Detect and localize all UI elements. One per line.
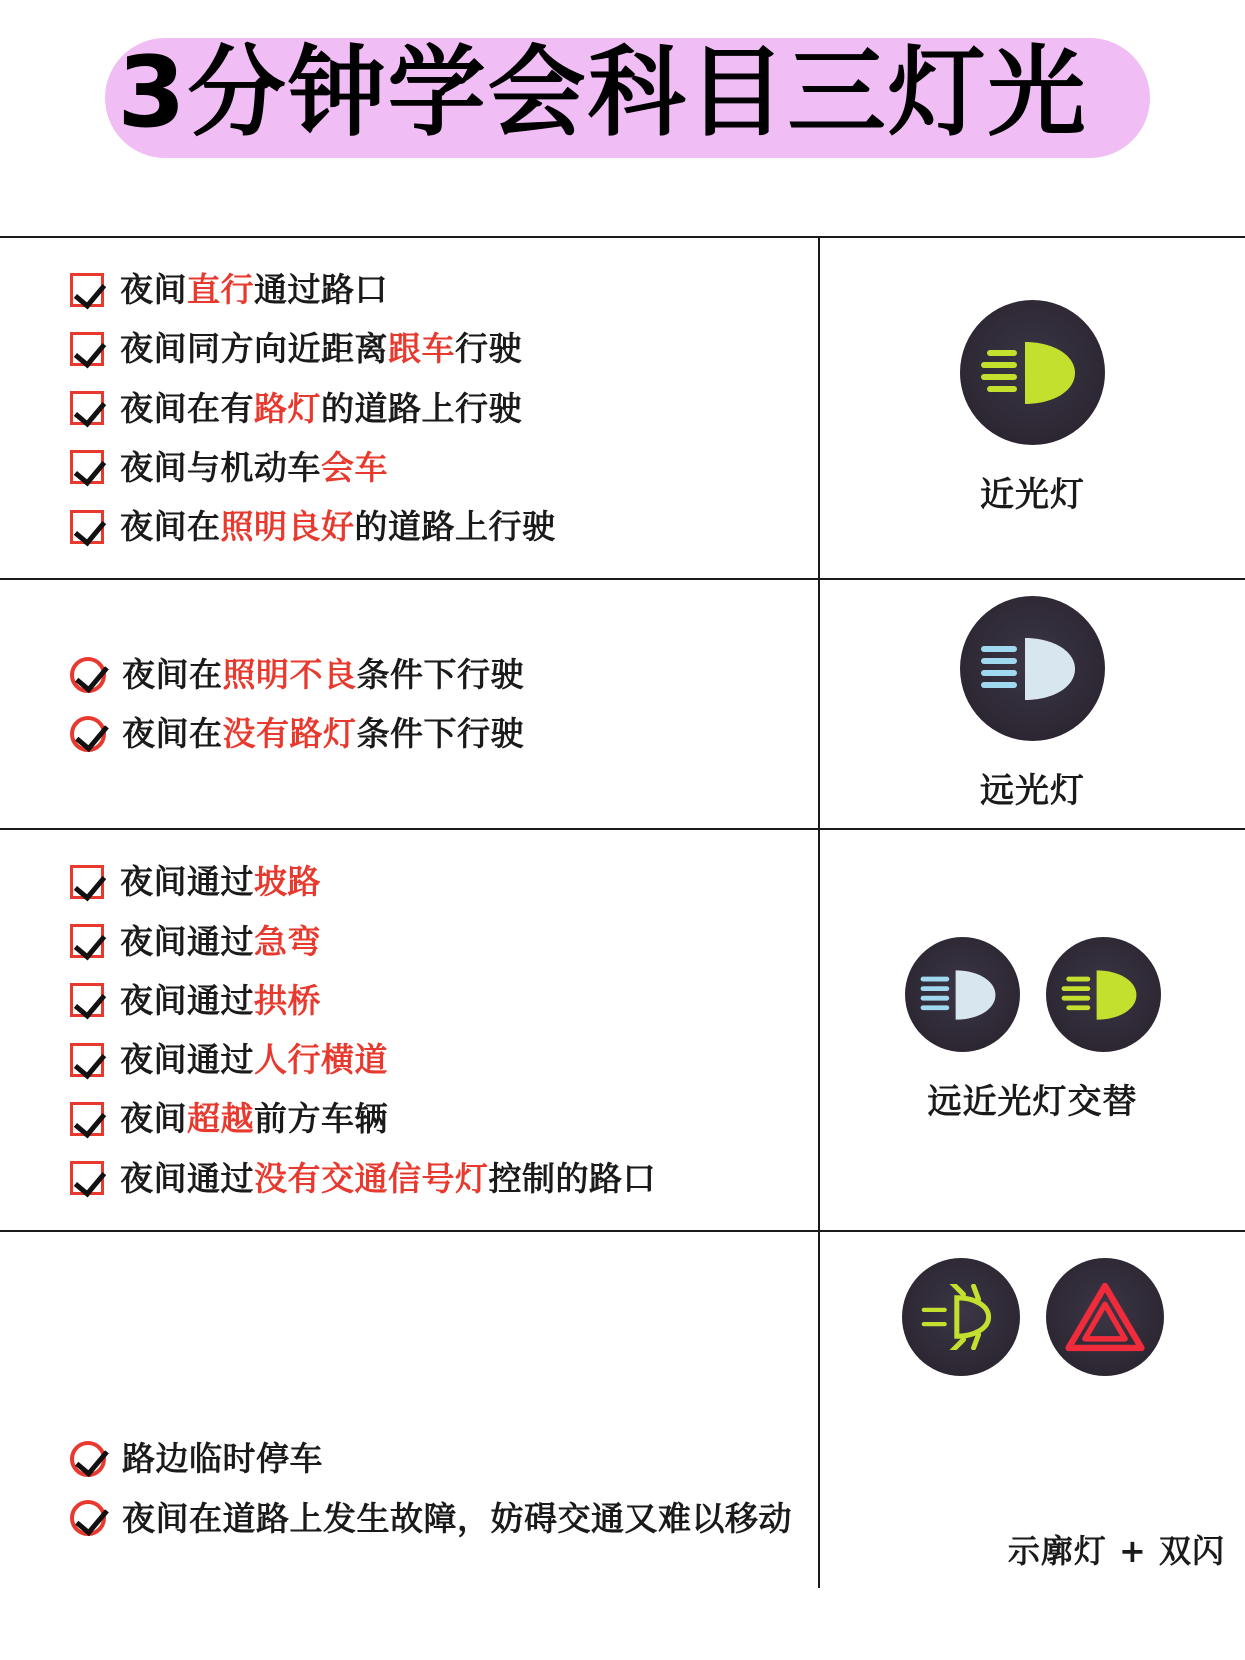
checkbox-checked-icon bbox=[70, 1043, 104, 1077]
table-row-alternate-beam bbox=[0, 830, 1245, 1232]
icon-row bbox=[905, 937, 1161, 1052]
light-illustration-clearance-hazard bbox=[820, 1232, 1245, 1588]
checkbox-checked-icon bbox=[70, 924, 104, 958]
page-title-area bbox=[0, 0, 1245, 200]
list-item bbox=[70, 447, 800, 488]
lights-table bbox=[0, 236, 1245, 1588]
list-item bbox=[70, 388, 800, 429]
hazard-warning-icon bbox=[1046, 1258, 1164, 1376]
checkbox-checked-icon bbox=[70, 332, 104, 366]
low-beam-icon bbox=[960, 300, 1105, 445]
list-item-label: 路边临时停车 bbox=[122, 1439, 323, 1479]
list-item bbox=[70, 1498, 800, 1539]
light-caption: 远近光灯交替 bbox=[927, 1082, 1138, 1122]
list-item bbox=[70, 921, 800, 962]
list-item-label: 夜间在照明良好的道路上行驶 bbox=[120, 507, 556, 546]
list-item bbox=[70, 328, 800, 369]
icon-row bbox=[960, 300, 1105, 445]
low-beam-icon bbox=[1046, 937, 1161, 1052]
table-row-high-beam bbox=[0, 580, 1245, 830]
conditions-list-clearance-hazard bbox=[0, 1232, 820, 1588]
list-item-label: 夜间与机动车会车 bbox=[120, 447, 388, 487]
list-item-label: 夜间在照明不良条件下行驶 bbox=[122, 655, 524, 694]
high-beam-icon bbox=[905, 937, 1020, 1052]
list-item-label: 夜间同方向近距离跟车行驶 bbox=[120, 329, 522, 369]
checkbox-checked-icon bbox=[70, 1102, 104, 1136]
list-item bbox=[70, 506, 800, 547]
checkbox-checked-icon bbox=[70, 1161, 104, 1195]
table-row-clearance-hazard bbox=[0, 1232, 1245, 1588]
list-item-label: 夜间通过没有交通信号灯控制的路口 bbox=[120, 1158, 656, 1198]
list-item-label: 夜间在没有路灯条件下行驶 bbox=[122, 714, 524, 754]
list-item bbox=[70, 269, 800, 310]
checkbox-checked-icon bbox=[70, 865, 104, 899]
list-item bbox=[70, 980, 800, 1021]
list-item-label: 夜间直行通过路口 bbox=[120, 270, 388, 309]
list-item bbox=[70, 861, 800, 902]
light-illustration-high-beam bbox=[820, 580, 1245, 828]
light-caption: 近光灯 bbox=[980, 475, 1085, 516]
list-item-label: 夜间通过坡路 bbox=[120, 862, 321, 902]
light-caption: 远光灯 bbox=[980, 771, 1085, 812]
list-item bbox=[70, 1098, 800, 1139]
checkbox-checked-icon bbox=[70, 450, 104, 484]
list-item bbox=[70, 1438, 800, 1479]
checkmark-circle-icon bbox=[70, 716, 106, 752]
light-illustration-low-beam bbox=[820, 238, 1245, 578]
table-row-low-beam bbox=[0, 238, 1245, 580]
list-item-label: 夜间通过急弯 bbox=[120, 921, 321, 961]
checkmark-circle-icon bbox=[70, 1441, 106, 1477]
checkmark-circle-icon bbox=[70, 657, 106, 693]
icon-row bbox=[902, 1258, 1164, 1376]
list-item bbox=[70, 1039, 800, 1080]
conditions-list-low-beam bbox=[0, 238, 820, 578]
checkmark-circle-icon bbox=[70, 1500, 106, 1536]
list-item-label: 夜间通过拱桥 bbox=[120, 980, 321, 1020]
clearance-light-icon bbox=[902, 1258, 1020, 1376]
high-beam-icon bbox=[960, 596, 1105, 741]
list-item-label: 夜间超越前方车辆 bbox=[120, 1099, 388, 1139]
light-illustration-alternate-beam bbox=[820, 830, 1245, 1230]
list-item bbox=[70, 654, 800, 695]
list-item-label: 夜间通过人行横道 bbox=[120, 1040, 388, 1079]
list-item bbox=[70, 1158, 800, 1199]
checkbox-checked-icon bbox=[70, 273, 104, 307]
checkbox-checked-icon bbox=[70, 983, 104, 1017]
checkbox-checked-icon bbox=[70, 391, 104, 425]
conditions-list-alternate-beam bbox=[0, 830, 820, 1230]
list-item-label: 夜间在道路上发生故障，妨碍交通又难以移动 bbox=[122, 1498, 792, 1538]
icon-row bbox=[960, 596, 1105, 741]
light-caption: 示廓灯 + 双闪 bbox=[1007, 1531, 1225, 1570]
conditions-list-high-beam bbox=[0, 580, 820, 828]
checkbox-checked-icon bbox=[70, 510, 104, 544]
list-item-label: 夜间在有路灯的道路上行驶 bbox=[120, 388, 522, 428]
list-item bbox=[70, 713, 800, 754]
page-title: 3分钟学会科目三灯光 bbox=[117, 36, 1088, 150]
